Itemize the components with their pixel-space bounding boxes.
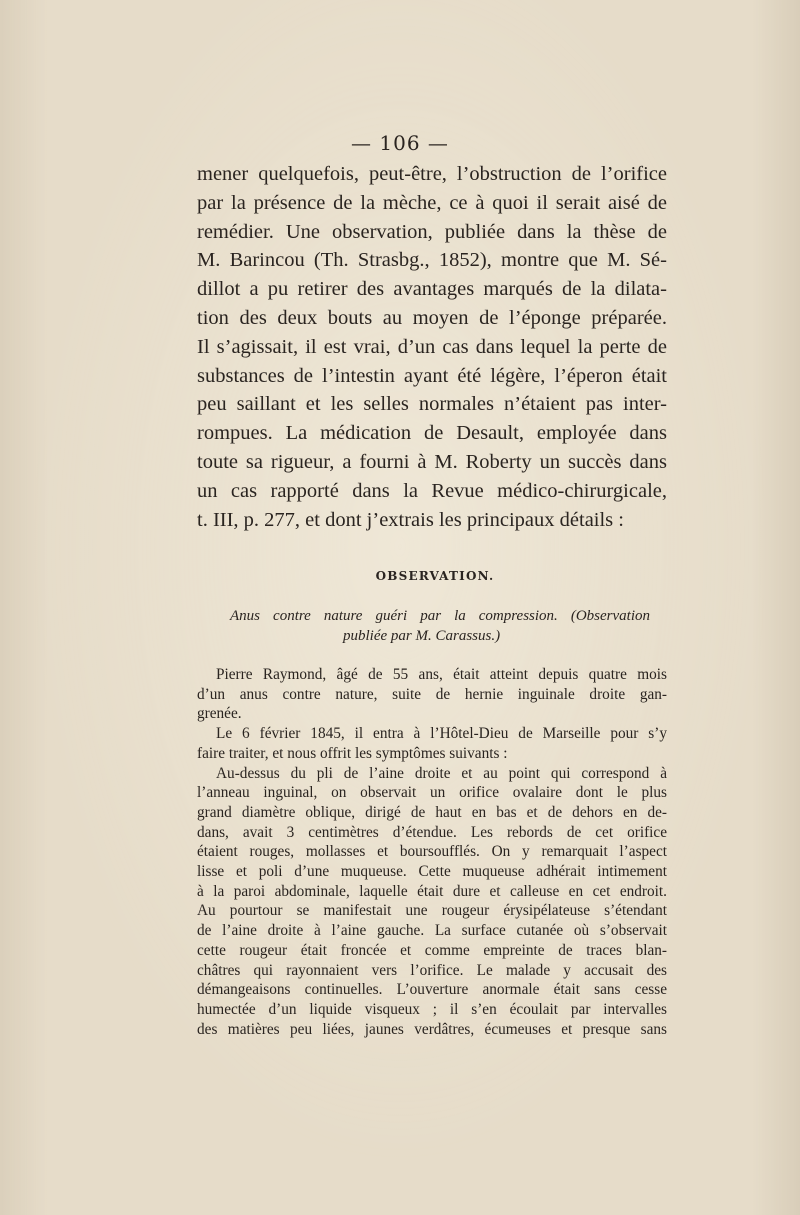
case-line: Au-dessus du pli de l’aine droite et au point qui correspond à — [216, 764, 667, 782]
paragraph-line: par la présence de la mèche, ce à quoi il serait aisé de — [197, 191, 667, 214]
case-line: dans, avait 3 centimètres d’étendue. Les rebords de cet orifice — [197, 823, 667, 841]
case-report — [197, 665, 667, 1039]
paragraph-line: un cas rapporté dans la Revue médico-chirurgicale, — [197, 479, 667, 502]
case-line: cette rougeur était froncée et comme empreinte de traces blan- — [197, 941, 667, 959]
case-line: à la paroi abdominale, laquelle était dure et calleuse en cet endroit. — [197, 882, 667, 900]
paragraph-line: M. Barincou (Th. Strasbg., 1852), montre que M. Sé- — [197, 249, 667, 272]
paragraph-line: mener quelquefois, peut-être, l’obstruction de l’orifice — [197, 163, 667, 185]
case-line: Pierre Raymond, âgé de 55 ans, était atteint depuis quatre mois — [216, 666, 667, 683]
observation-subtitle-line: publiée par M. Carassus.) — [343, 628, 501, 644]
paragraph-line: substances de l’intestin ayant été légère, l’éperon était — [197, 364, 667, 387]
case-line: d’un anus contre nature, suite de hernie inguinale droite gan- — [197, 685, 667, 703]
case-line: grenée. — [197, 705, 242, 723]
paragraph-line: Il s’agissait, il est vrai, d’un cas dans lequel la perte de — [197, 335, 667, 358]
observation-subtitle — [230, 606, 650, 646]
case-line: des matières peu liées, jaunes verdâtres, écumeuses et presque sans — [197, 1020, 667, 1038]
case-line: Le 6 février 1845, il entra à l’Hôtel-Dieu de Marseille pour s’y — [216, 725, 667, 743]
case-line: démangeaisons continuelles. L’ouverture anormale était sans cesse — [197, 981, 667, 999]
paragraph-line: peu saillant et les selles normales n’étaient pas inter- — [197, 393, 667, 416]
case-line: étaient rouges, mollasses et boursoufflés. On y remarquait l’aspect — [197, 843, 667, 861]
case-line: grand diamètre oblique, dirigé de haut en bas et de dehors en de- — [197, 803, 667, 821]
case-line: châtres qui rayonnaient vers l’orifice. Le malade y accusait des — [197, 961, 667, 979]
paragraph-line: t. III, p. 277, et dont j’extrais les principaux détails : — [197, 508, 624, 531]
paragraph-line: dillot a pu retirer des avantages marqués de la dilata- — [197, 278, 667, 301]
paragraph-line: remédier. Une observation, publiée dans la thèse de — [197, 220, 667, 243]
case-line: de l’aine droite à l’aine gauche. La surface cutanée où s’observait — [197, 922, 667, 940]
observation-heading: OBSERVATION. — [375, 569, 495, 583]
case-line: Au pourtour se manifestait une rougeur érysipélateuse s’étendant — [197, 902, 667, 920]
case-line: humectée d’un liquide visqueux ; il s’en écoulait par intervalles — [197, 1000, 667, 1018]
main-paragraph — [197, 160, 667, 534]
case-line: lisse et poli d’une muqueuse. Cette muqueuse adhérait intimement — [197, 863, 667, 881]
paragraph-line: rompues. La médication de Desault, employée dans — [197, 422, 667, 445]
page-number: — 106 — — [351, 131, 449, 155]
paragraph-line: tion des deux bouts au moyen de l’éponge préparée. — [197, 306, 667, 329]
paragraph-line: toute sa rigueur, a fourni à M. Roberty un succès dans — [197, 450, 667, 473]
case-line: faire traiter, et nous offrit les symptômes suivants : — [197, 744, 508, 762]
observation-subtitle-line: Anus contre nature guéri par la compression. (Observation — [230, 608, 650, 624]
case-line: l’anneau inguinal, on observait un orifice ovalaire dont le plus — [197, 784, 667, 802]
